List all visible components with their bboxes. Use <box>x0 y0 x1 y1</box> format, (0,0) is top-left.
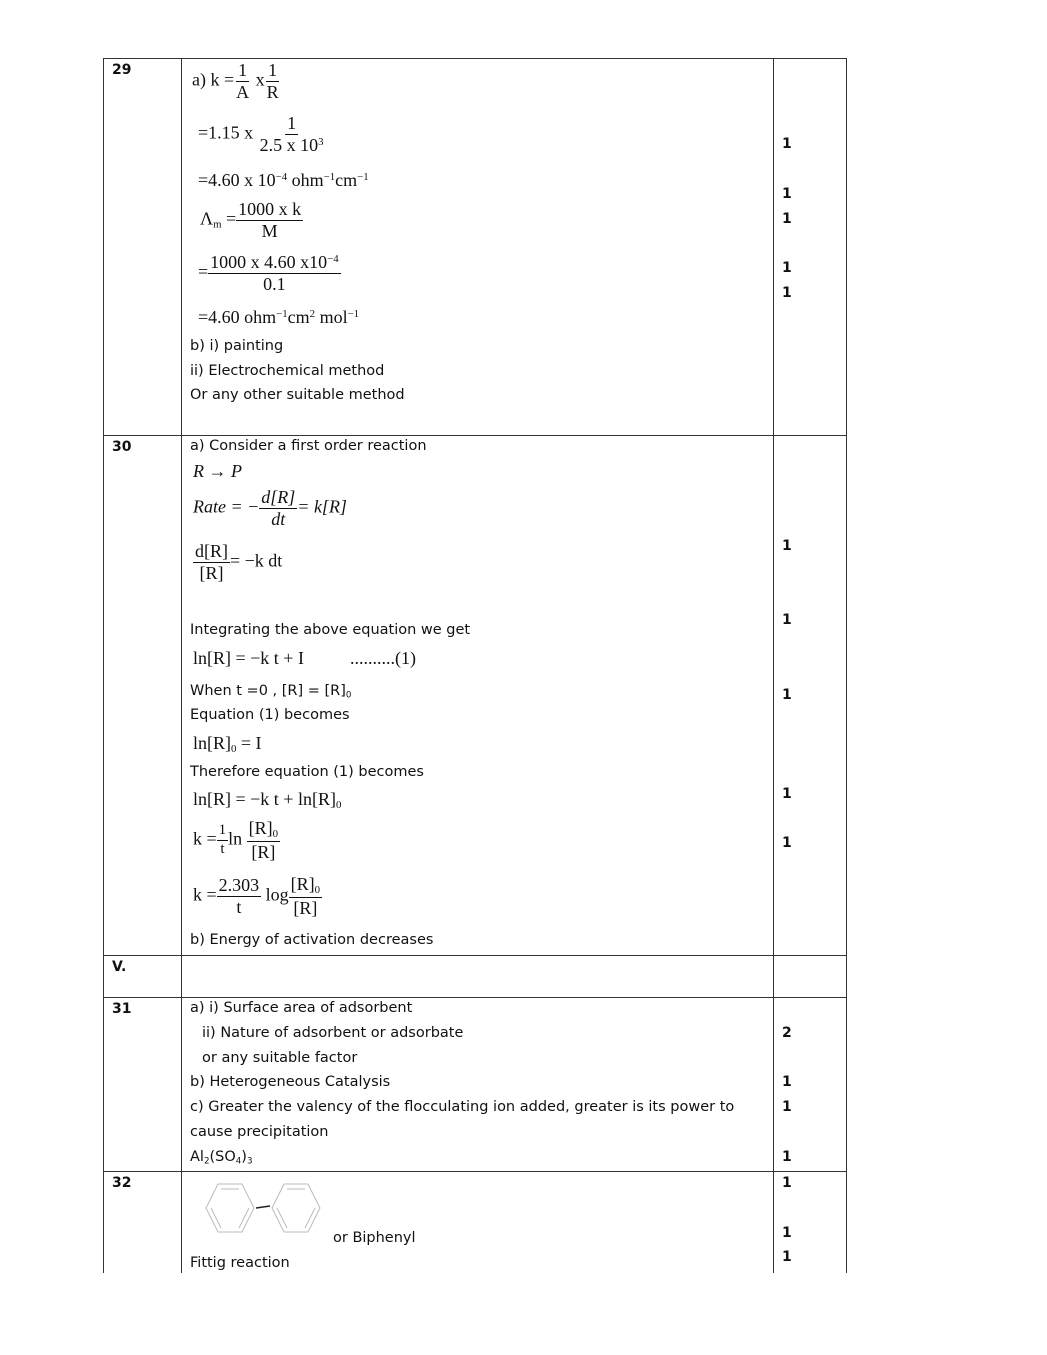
mark: 1 <box>782 1225 792 1241</box>
reaction-equation: R → P <box>193 461 242 481</box>
answer-intro: a) Consider a first order reaction <box>190 438 427 454</box>
row-divider-30-V <box>103 955 847 956</box>
fittig-reaction: Fittig reaction <box>190 1255 290 1271</box>
mark: 1 <box>782 1249 792 1265</box>
row-divider-29-30 <box>103 435 847 436</box>
question-number: 31 <box>112 1001 132 1017</box>
equation-k-result: =4.60 x $10^{-4}$ $ohm^{-1}cm^{-1}$ <box>198 170 369 190</box>
equation-integrated: ln[R] = −k $t + \ln[R]_0$ <box>193 789 342 812</box>
answer-b: b) Heterogeneous Catalysis <box>190 1074 391 1090</box>
equation-ln-r0: $\ln[R]_0 = I$ <box>193 733 262 756</box>
answer-a-i: a) i) Surface area of adsorbent <box>190 1000 413 1016</box>
biphenyl-structure-icon <box>196 1178 332 1238</box>
differential-equation: $\frac{d[R]}{[R]}$ = −k dt <box>195 541 283 583</box>
mark: 1 <box>782 687 792 703</box>
question-number: 30 <box>112 439 132 455</box>
equation-k-ln: k = $\frac{1}{t}$ ln $\frac{[R]_0}{[R]}$ <box>193 818 279 862</box>
equation-molar-conductivity: $\Lambda_m$ = $\frac{\text{1000 x k}}{M}$ <box>200 199 302 241</box>
mark: 1 <box>782 538 792 554</box>
equation-k-log: k = $\frac{2.303}{t}$ log $\frac{[R]_0}{[R]}$ <box>193 874 321 918</box>
column-divider-1 <box>181 58 182 1273</box>
mark: 1 <box>782 612 792 628</box>
mark: 2 <box>782 1025 792 1041</box>
mark: 1 <box>782 1074 792 1090</box>
answer-b-other: Or any other suitable method <box>190 387 405 403</box>
column-divider-2 <box>773 58 774 1273</box>
equation-becomes-text: Equation (1) becomes <box>190 707 350 723</box>
therefore-text: Therefore equation (1) becomes <box>190 764 424 780</box>
equation-k-formula: a) k = $\frac{1}{A}$ x $\frac{1}{R}$ <box>192 60 279 102</box>
mark: 1 <box>782 1149 792 1165</box>
table-left-border <box>103 58 104 1273</box>
answer-b-i: b) i) painting <box>190 338 284 354</box>
mark: 1 <box>782 260 792 276</box>
mark: 1 <box>782 835 792 851</box>
section-label: V. <box>112 959 127 975</box>
answer-c-line2: cause precipitation <box>190 1124 329 1140</box>
biphenyl-label: or Biphenyl <box>333 1230 416 1246</box>
answer-a-ii: ii) Nature of adsorbent or adsorbate <box>202 1025 464 1041</box>
mark: 1 <box>782 285 792 301</box>
mark: 1 <box>782 1099 792 1115</box>
equation-1: ln[R] = −k t + I ..........(1) <box>193 648 416 668</box>
mark: 1 <box>782 211 792 227</box>
row-divider-V-31 <box>103 997 847 998</box>
mark: 1 <box>782 1175 792 1191</box>
answer-b-ii: ii) Electrochemical method <box>190 363 385 379</box>
table-top-border <box>103 58 847 59</box>
equation-molar-result: =4.60 $ohm^{-1}cm^2$ mol$^{-1}$ <box>198 307 360 327</box>
answer-a-other: or any suitable factor <box>202 1050 358 1066</box>
table-right-border <box>846 58 847 1273</box>
answer-c-line1: c) Greater the valency of the flocculating ion added, greater is its power to <box>190 1099 735 1115</box>
equation-molar-substituted: = $\frac{1000 x 4.60 x10^{-4}}{0.1}$ <box>198 252 339 294</box>
rate-equation: Rate = − $\frac{d[R]}{dt}$ = k[R] <box>193 487 347 529</box>
mark: 1 <box>782 136 792 152</box>
initial-condition: When t =0 , $[R] = [R]_0$ <box>190 683 352 701</box>
mark: 1 <box>782 786 792 802</box>
mark: 1 <box>782 186 792 202</box>
question-number: 32 <box>112 1175 132 1191</box>
answer-b: b) Energy of activation decreases <box>190 932 434 948</box>
integrating-text: Integrating the above equation we get <box>190 622 471 638</box>
chemical-formula: $Al_2(SO_4)_3$ <box>190 1149 253 1167</box>
equation-k-substituted: =1.15 x $\frac{1}{2.5 x 10^3}$ <box>198 113 324 155</box>
question-number: 29 <box>112 62 132 78</box>
row-divider-31-32 <box>103 1171 847 1172</box>
